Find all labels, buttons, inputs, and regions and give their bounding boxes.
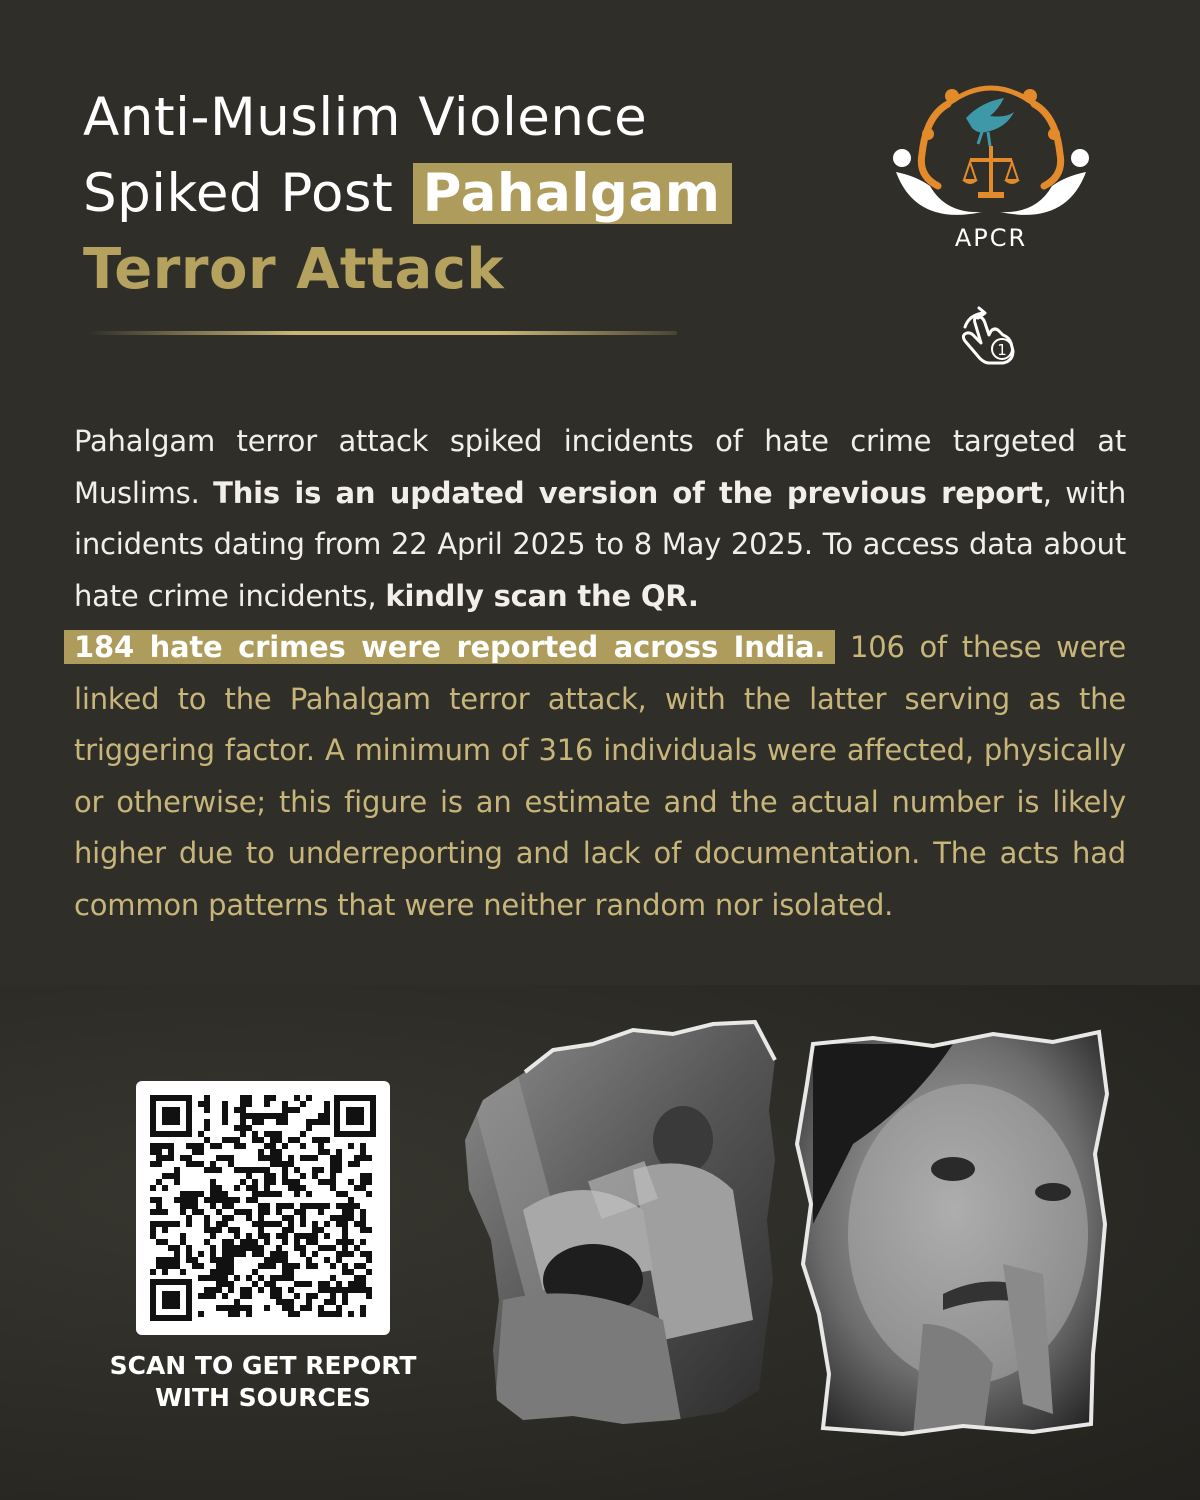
qr-caption-line-2: WITH SOURCES (155, 1383, 371, 1412)
apcr-logo-icon (886, 76, 1096, 252)
incident-photo-2 (793, 1024, 1113, 1436)
key-statistic-highlight: 184 hate crimes were reported across India. (64, 630, 835, 664)
report-description (74, 416, 1126, 931)
logo-text: APCR (954, 224, 1028, 252)
swipe-hand-icon (955, 305, 1025, 367)
incident-photo-1 (463, 1020, 781, 1432)
qr-code-icon (150, 1095, 376, 1321)
intro-text: Pahalgam terror attack spiked incidents of hate crime targeted at Muslims. (74, 424, 1126, 510)
apcr-logo (886, 76, 1096, 252)
scan-qr-note: kindly scan the QR. (385, 578, 699, 613)
title-line-3: Terror Attack (83, 237, 505, 302)
swipe-number: 1 (997, 341, 1007, 359)
statistics-detail: 106 of these were linked to the Pahalgam terror attack, with the latter serving as the triggering factor. A minimum of 316 individuals were affected, physically or otherwise; this figure is an estimate and the actual number is likely higher due to underreporting and lack of documentation. The acts had common patterns that were neither random nor isolated. (74, 630, 1126, 922)
title-line-1: Anti-Muslim Violence (83, 87, 648, 148)
title-line-2-prefix: Spiked Post (83, 163, 394, 224)
qr-code[interactable] (136, 1081, 390, 1335)
qr-caption (80, 1350, 446, 1414)
page-title (83, 80, 803, 308)
title-line-2 (83, 156, 803, 232)
date-range-text: , with incidents dating from 22 April 2025 to 8 May 2025. To access data about hate crime incidents, (74, 475, 1126, 613)
title-highlight: Pahalgam (413, 163, 733, 224)
updated-report-note: This is an updated version of the previous report (213, 475, 1043, 510)
qr-caption-line-1: SCAN TO GET REPORT (109, 1351, 417, 1380)
title-divider (87, 331, 677, 335)
